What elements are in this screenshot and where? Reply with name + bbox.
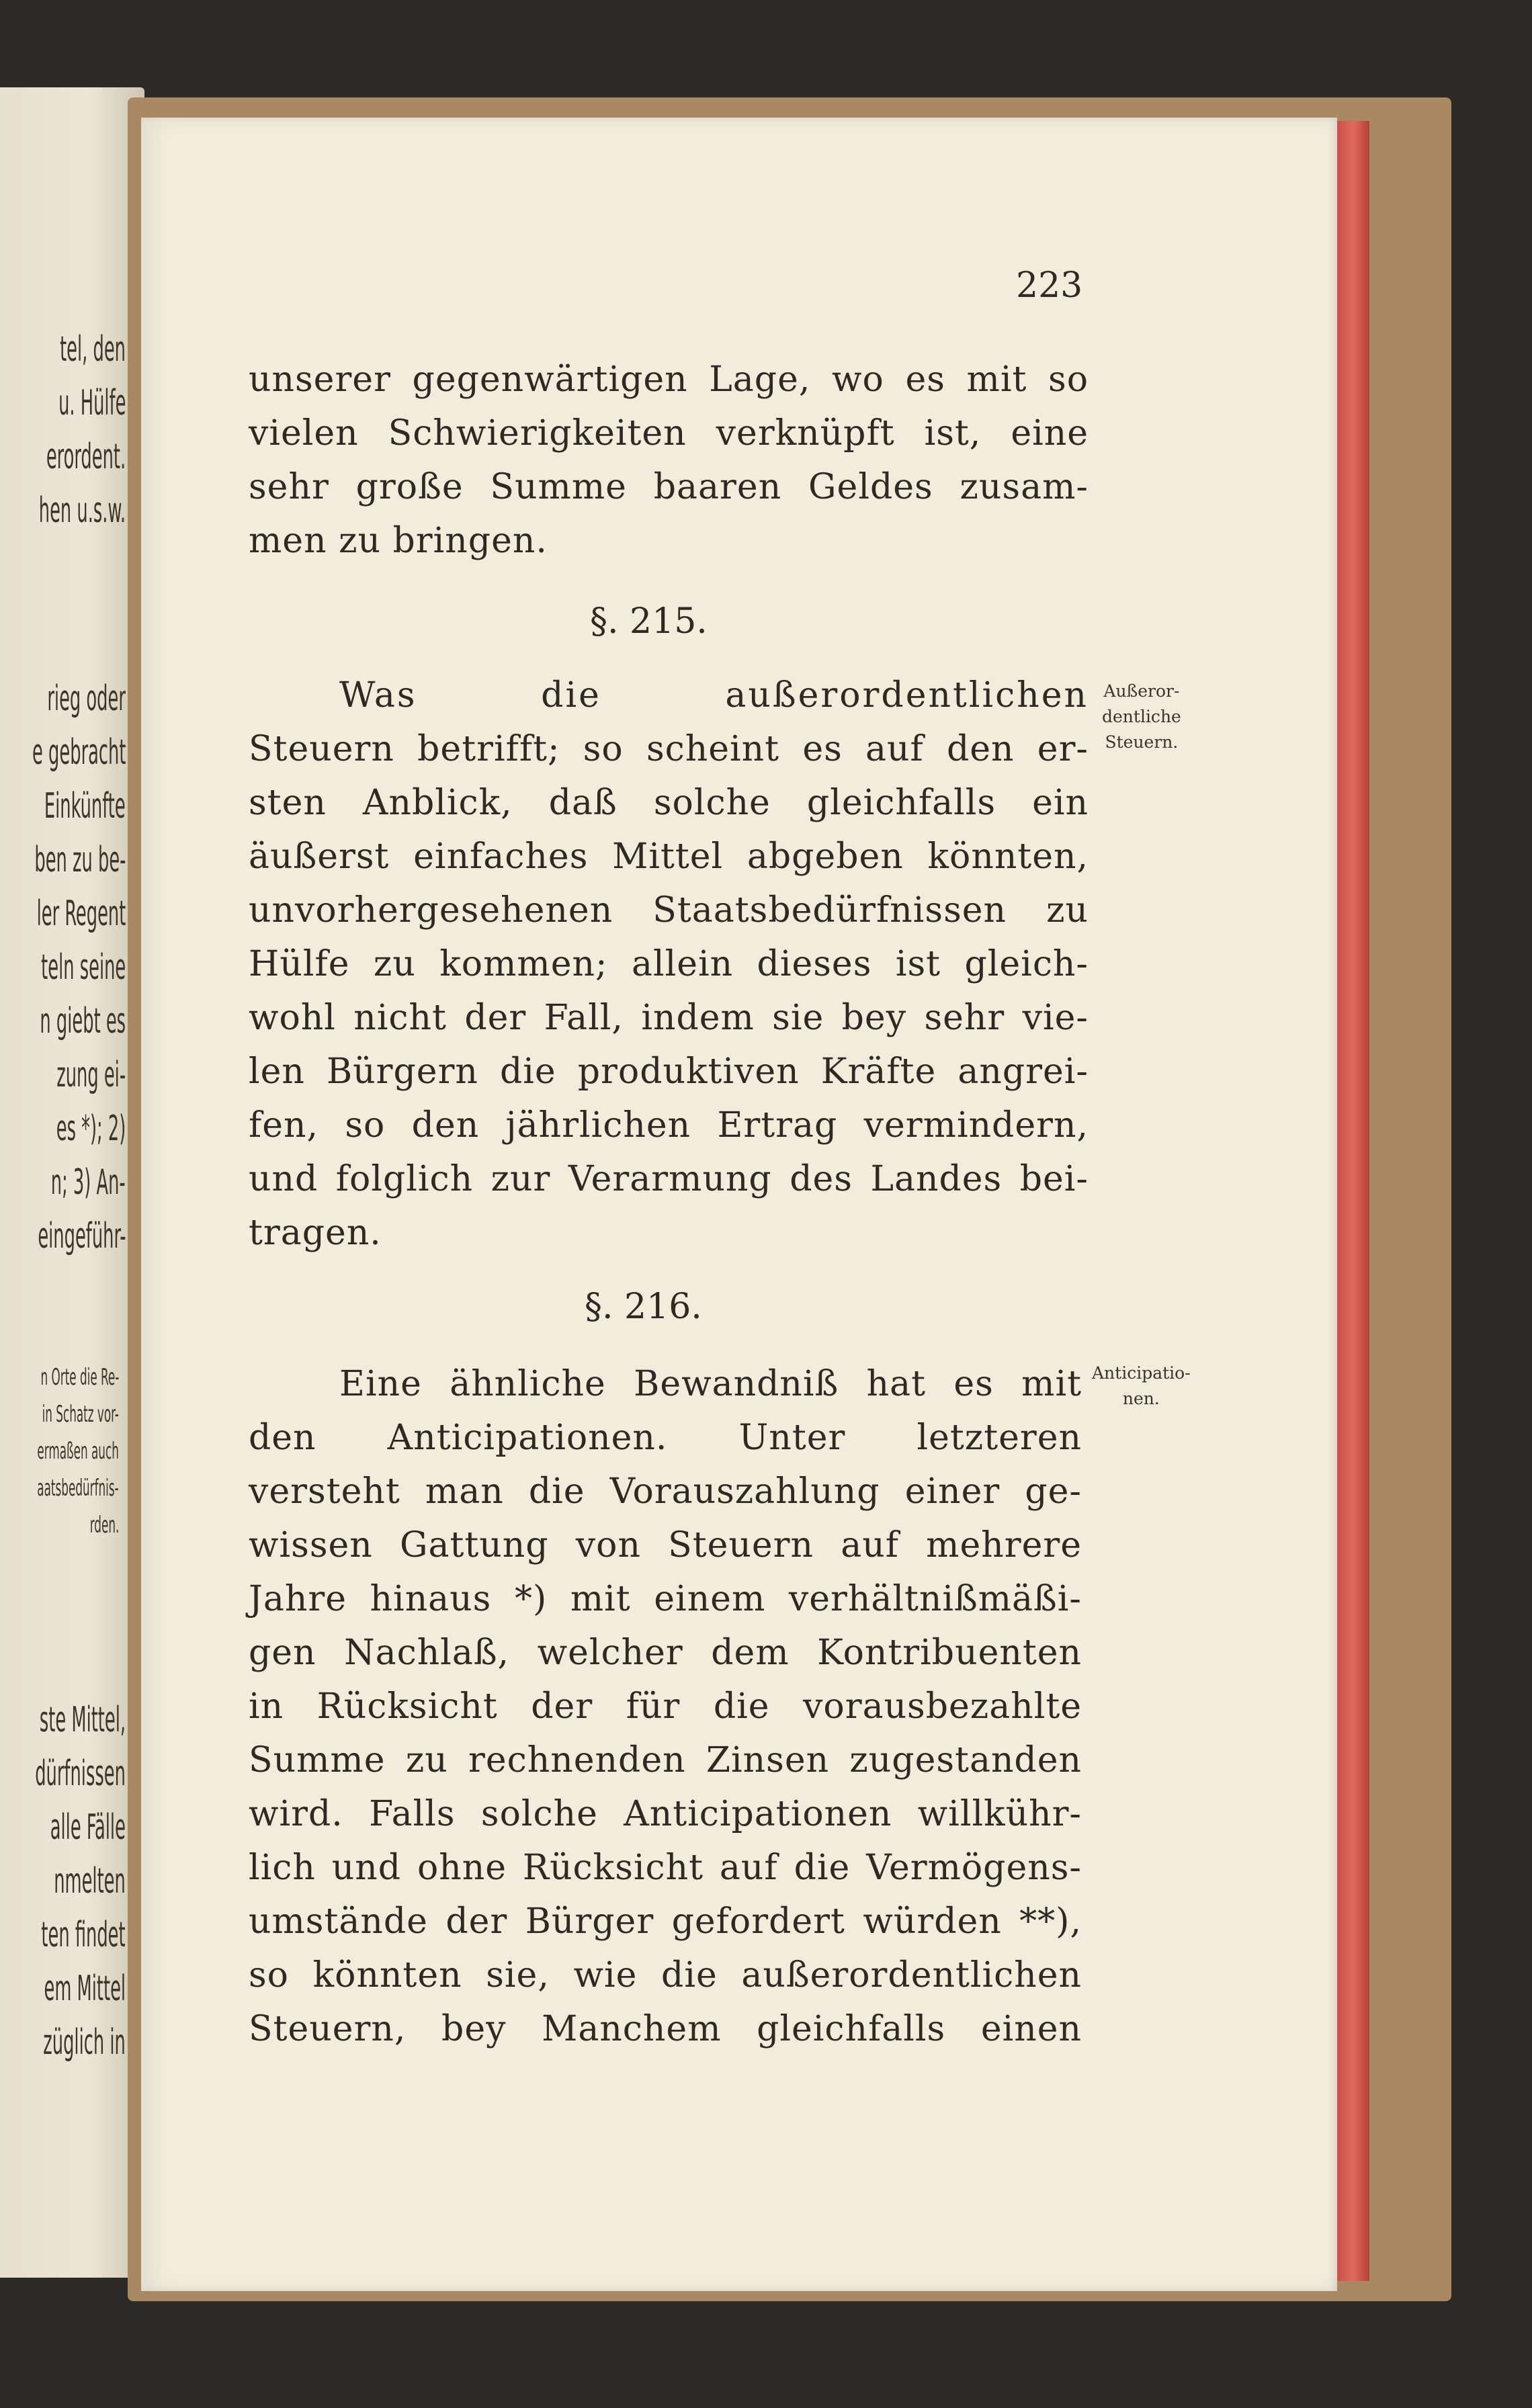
- text-line: men zu bringen.: [249, 521, 548, 561]
- section-216-paragraph: [249, 1357, 1082, 2056]
- left-line: dürfnissen: [35, 1754, 126, 1794]
- section-215-heading: §. 215.: [590, 601, 708, 642]
- left-line: zung ei-: [56, 1055, 126, 1095]
- left-line: tel, den: [60, 329, 126, 370]
- left-line: aatsbedürfnis-: [37, 1475, 119, 1502]
- text-line: versteht man die Vorauszahlung einer ge-: [249, 1471, 1082, 1512]
- left-line: ermaßen auch: [37, 1438, 119, 1465]
- left-line: rden.: [89, 1512, 119, 1539]
- text-line: vielen Schwierigkeiten verknüpft ist, eine: [249, 413, 1089, 454]
- margin-note-line: nen.: [1122, 1389, 1160, 1408]
- margin-note-line: Anticipatio-: [1092, 1363, 1191, 1383]
- text-line: Hülfe zu kommen; allein dieses ist gleich-: [249, 944, 1089, 984]
- left-line: ben zu be-: [34, 840, 126, 880]
- left-line: hen u.s.w.: [38, 490, 126, 531]
- left-line: Einkünfte: [44, 786, 126, 826]
- margin-note-216: [1092, 1361, 1191, 1412]
- page-number: 223: [1016, 265, 1083, 306]
- text-line: sehr große Summe baaren Geldes zusam-: [249, 467, 1089, 507]
- text-line: Jahre hinaus *) mit einem verhältnißmäßi-: [249, 1579, 1082, 1619]
- left-line: ler Regent: [36, 894, 126, 934]
- left-line: n giebt es: [40, 1001, 126, 1041]
- text-line: fen, so den jährlichen Ertrag vermindern,: [249, 1105, 1089, 1146]
- left-line: u. Hülfe: [58, 383, 126, 423]
- page-edge: [1337, 121, 1369, 2281]
- text-line: so könnten sie, wie die außerordentlichen: [249, 1955, 1082, 1995]
- section-215-paragraph: [249, 669, 1089, 1260]
- text-line: Summe zu rechnenden Zinsen zugestanden: [249, 1740, 1082, 1780]
- text-line: sten Anblick, daß solche gleichfalls ein: [249, 783, 1089, 823]
- text-line: den Anticipationen. Unter letzteren: [249, 1418, 1082, 1458]
- text-line: Steuern, bey Manchem gleichfalls einen: [249, 2009, 1082, 2049]
- left-line: ste Mittel,: [39, 1700, 126, 1740]
- margin-note-line: dentliche: [1102, 707, 1181, 726]
- left-page-fragment: [0, 87, 144, 2278]
- text-line: Eine ähnliche Bewandniß hat es mit: [339, 1364, 1082, 1404]
- text-line: len Bürgern die produktiven Kräfte angrei-: [249, 1051, 1089, 1092]
- left-line: em Mittel: [44, 1969, 126, 2009]
- text-line: wissen Gattung von Steuern auf mehrere: [249, 1525, 1082, 1565]
- left-line: e gebracht: [32, 732, 126, 773]
- left-line: erordent.: [46, 437, 126, 477]
- left-line: rieg oder: [47, 679, 126, 719]
- left-line: alle Fälle: [50, 1807, 126, 1848]
- section-216-heading: §. 216.: [585, 1287, 702, 1327]
- text-line: Steuern betrifft; so scheint es auf den er-: [249, 729, 1089, 769]
- margin-note-215: [1102, 679, 1181, 755]
- text-line: und folglich zur Verarmung des Landes bei-: [249, 1159, 1089, 1199]
- text-line: gen Nachlaß, welcher dem Kontribuenten: [249, 1633, 1082, 1673]
- text-line: tragen.: [249, 1213, 382, 1253]
- margin-note-line: Außeror-: [1103, 681, 1180, 701]
- text-line: Was die außerordentlichen: [339, 675, 1089, 716]
- text-line: lich und ohne Rücksicht auf die Vermögens-: [249, 1848, 1082, 1888]
- left-line: ten findet: [41, 1915, 126, 1955]
- left-line: nmelten: [54, 1861, 126, 1901]
- text-line: unvorhergesehenen Staatsbedürfnissen zu: [249, 890, 1089, 931]
- text-line: wird. Falls solche Anticipationen willkühr-: [249, 1794, 1082, 1834]
- left-line: in Schatz vor-: [42, 1401, 119, 1428]
- left-line: teln seine: [40, 947, 126, 988]
- left-line: es *); 2): [56, 1109, 126, 1149]
- left-line: n; 3) An-: [51, 1162, 126, 1203]
- left-line: eingeführ-: [37, 1216, 126, 1256]
- text-line: wohl nicht der Fall, indem sie bey sehr vie-: [249, 998, 1089, 1038]
- text-line: in Rücksicht der für die vorausbezahlte: [249, 1686, 1082, 1727]
- text-line: unserer gegenwärtigen Lage, wo es mit so: [249, 359, 1089, 400]
- left-line: n Orte die Re-: [40, 1364, 119, 1391]
- continuation-paragraph: [249, 353, 1089, 568]
- left-line: züglich in: [43, 2022, 126, 2063]
- text-line: äußerst einfaches Mittel abgeben könnten,: [249, 836, 1089, 877]
- text-line: umstände der Bürger gefordert würden **),: [249, 1901, 1082, 1942]
- margin-note-line: Steuern.: [1105, 732, 1179, 752]
